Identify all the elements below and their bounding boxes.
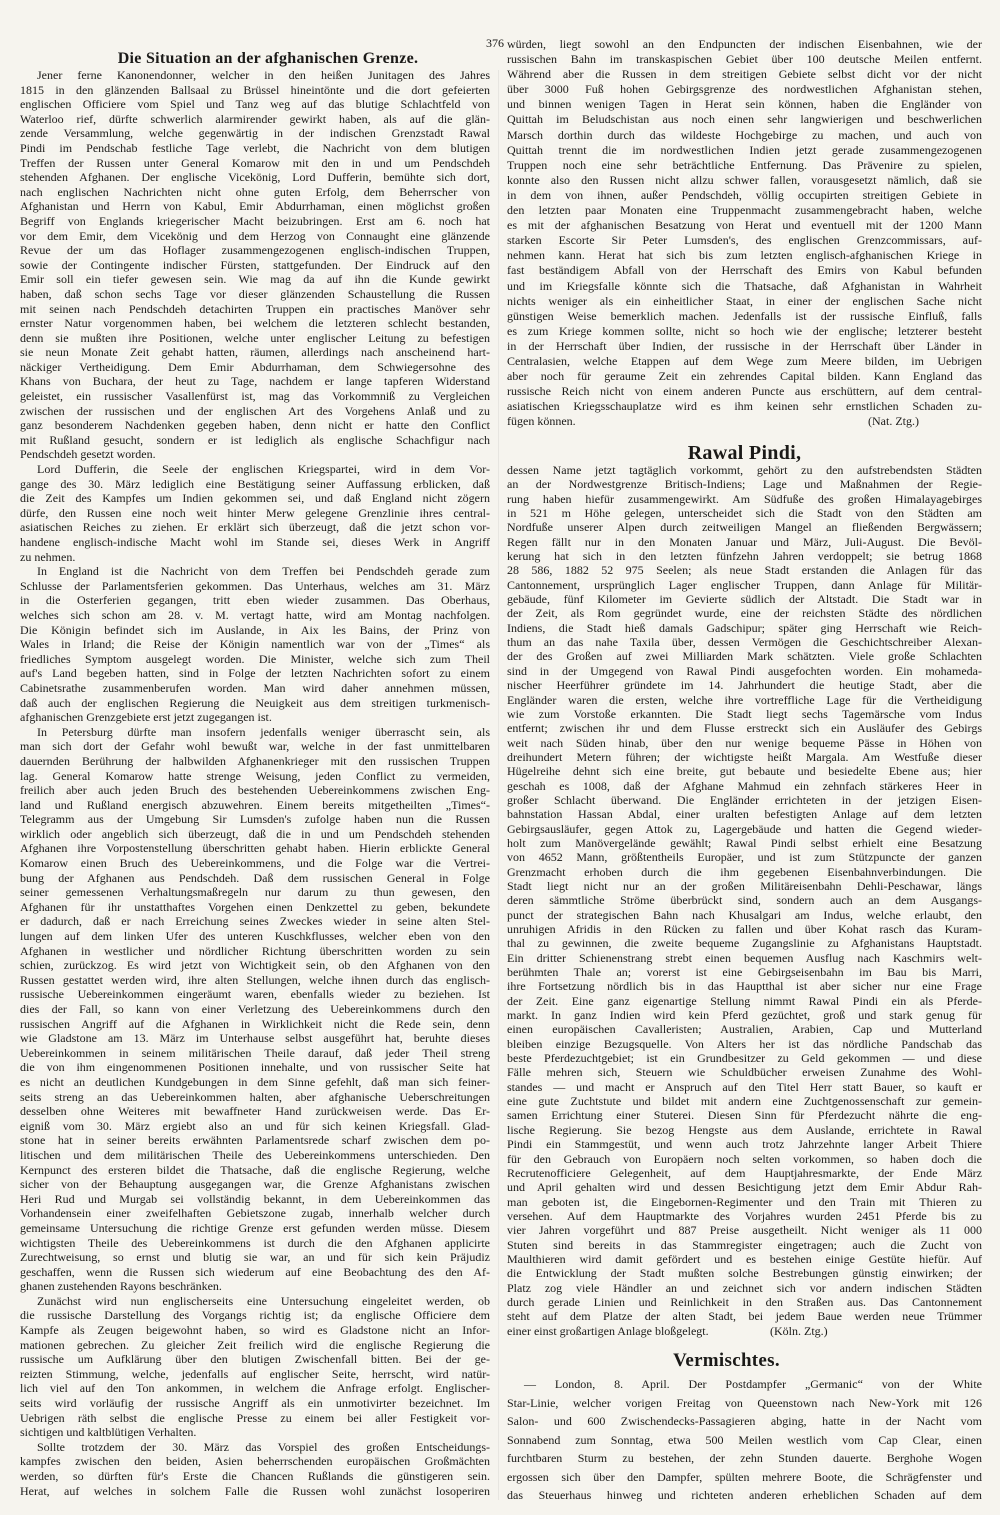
text-line: starken Escorte Sir Peter Lumsden's, des englischen Grenzcommissars, auf- <box>507 233 982 248</box>
text-line: Marsch dorthin durch das wildeste Hochgebirge zu machen, und auch von <box>507 127 982 142</box>
text-line: es nicht an deutlichen Kundgebungen in dem Sinne gefehlt, daß man sich feiner- <box>20 1074 490 1089</box>
source-citation: (Köln. Ztg.) <box>770 1324 828 1338</box>
text-line: aber noch für geraume Zeit ein zehrendes Capital bilden. Kann England das <box>507 369 982 384</box>
text-line: deren sämmtliche Ströme überbrückt sind, sondern auch an dem Ausgangs- <box>507 893 982 908</box>
text-line: Recrutenofficiere Gelegenheit, auf dem Hauptjahresmarkte, der Ende März <box>507 1165 982 1180</box>
text-line: asiatischen Kriegsschauplatze wird es ihm keinen sehr ernstlichen Schaden zu- <box>507 399 982 414</box>
text-line: schien, zurückzog. Es wird jetzt von Wichtigkeit sein, ob den Afghanen von den <box>20 958 490 973</box>
text-line: das Steuerhaus hinweg und richteten anderen erheblichen Schaden auf dem <box>507 1488 982 1502</box>
text-line: Afghanen für ihr unstatthaftes Vorgehen einen Denkzettel zu geben, bekundete <box>20 899 490 914</box>
text-line: Fälle mehren sich, Steuern wie Schuldbücher erweisen Zunahme des Wohl- <box>507 1065 982 1080</box>
text-line: Jener ferne Kanonendonner, welcher in den heißen Junitagen des Jahres <box>37 68 490 82</box>
text-line: Revue der um das Hoflager zusammengezogenen englisch-indischen Truppen, <box>20 243 490 258</box>
text-line: mit Rußland gesucht, sondern er ist lediglich als englische Schachfigur nach <box>20 432 490 447</box>
section-headline: Vermischtes. <box>673 1350 780 1371</box>
text-line: kerung hat sich in den letzten fünfzehn Jahren verdoppelt; sie betrug 1868 <box>507 549 982 564</box>
text-line: geschaffen, wenn die Russen sich wiederum auf eine Beobachtung des den Af- <box>20 1264 490 1279</box>
paragraph <box>20 1440 490 1498</box>
text-line: die russische Darstellung des Vorgangs richtig ist; da englische Officiere dem <box>20 1308 490 1323</box>
text-line: lich viel auf den Ton ankommen, in welchem die Anfrage erfolgt. Englischer- <box>20 1381 490 1396</box>
text-line: dies der Fall, so kann von einer Verletzung des Uebereinkommens durch den <box>20 1002 490 1016</box>
text-line: denn sie mußten ihre Positionen, welche unter englischer Leitung zu befestigen <box>20 330 490 345</box>
text-line: auf's Land begeben hatten, sind in Folge der letzten Nachrichten sofort zu einem <box>20 666 490 681</box>
text-line: kampfes zwischen den beiden, Asien beherrschenden europäischen Großmächten <box>20 1454 490 1469</box>
text-line: russische um Aufklärung über den blutigen Zwischenfall bitten. Bei der ge- <box>20 1352 490 1367</box>
text-line: nichts weniger als ein einheitlicher Staat, in einer der englischen Sache nicht <box>507 293 982 308</box>
text-line: Pendschdeh gesetzt worden. <box>20 447 156 462</box>
text-line: günstigen Weise bemerklich machen. Jedenfalls ist der russische Einfluß, falls <box>507 308 982 323</box>
text-line: Khans von Buchara, der heut zu Tage, nachdem er lange tapferen Widerstand <box>20 374 490 389</box>
text-line: Zunächst wird nun englischerseits eine Untersuchung eingeleitet werden, ob <box>37 1293 490 1308</box>
text-line: bahnstation Hassan Abdal, einer uralten befestigten Anlage auf dem letzten <box>507 807 982 822</box>
text-line: haben, daß schon sechs Tage vor dieser glänzenden Schaustellung die Russen <box>20 286 490 301</box>
text-line: unruhigen Afridis in den Rücken zu fallen und über Kohat rasch das Kuram- <box>507 922 982 936</box>
paragraph <box>20 68 490 462</box>
text-line: er dadurch, daß er nach Erreichung seines Zweckes wieder in seine alten Stel- <box>20 914 490 929</box>
text-line: desselben ohne Weiteres mit bewaffneter Hand zurückweisen werde. Das Er- <box>20 1104 490 1119</box>
text-line: geleistet, ein russischer Vasallenfürst ist, mag das Vorkommniß zu Vergleichen <box>20 389 490 404</box>
text-line: in 521 m Höhe gelegen, unterscheidet sich die Stadt von den Städten am <box>507 506 982 521</box>
text-line: Uebrigen räth selbst die englische Presse zu einem bei aller Festigkeit vor- <box>20 1410 490 1425</box>
text-line: nischer Heerführer gründete im 14. Jahrhundert die heutige Stadt, aber die <box>507 678 982 693</box>
text-line: dauernden Berührung der halbwilden Afghanenkrieger mit den russischen Truppen <box>20 753 490 768</box>
text-line: der Zeit. Eine ganz eigenartige Stellung nimmt Rawal Pindi ein als Pferde- <box>507 993 982 1008</box>
text-line: wirklich oder angeblich sich überzeugt, daß die in und um Pendschdeh stehenden <box>20 826 490 841</box>
article-continuation <box>507 37 982 429</box>
text-line: entfernt; zwischen ihr und dem Flusse erstreckt sich ein Ausläufer des Gebirgs <box>507 721 982 736</box>
text-line: und im Kriegsfalle könnte sich die Thatsache, daß Afghanistan in Wahrheit <box>507 278 982 293</box>
text-line: Pindi im Pendschab festliche Tage verlebt, die Nachricht von dem blutigen <box>20 140 490 155</box>
text-line: mit seinen nach Pendschdeh detachirten Truppen ein practisches Manöver sehr <box>20 301 490 316</box>
article-body <box>507 463 982 1338</box>
text-line: zende Versammlung, welche gegenwärtig in der indischen Grenzstadt Rawal <box>20 126 490 141</box>
text-line: Während aber die Russen in dem streitigen Gebiete selbst dicht vor der nicht <box>507 67 982 82</box>
text-line: Stuten sind bereits in das Stammregister eingetragen; auch die Zucht von <box>507 1237 982 1252</box>
text-line: vier Jahren vorgeführt und 887 Preise ausgetheilt. Nicht weniger als 11 000 <box>507 1223 982 1238</box>
text-line: dürfe, den Russen eine noch weit hinter Merw gelegene Grenzlinie ihres central- <box>20 505 490 520</box>
text-line: Star-Linie, welcher vorigen Freitag von Queenstown nach New-York mit 126 <box>507 1395 982 1410</box>
text-line: den letzten paar Monaten eine Truppenmacht zusammengebracht haben, welche <box>507 203 982 218</box>
text-line: eine gute Zuchtstute und bildet mit andern eine Zuchtgenossenschaft zur gemein- <box>507 1094 982 1109</box>
text-line: Lord Dufferin, die Seele der englischen Kriegspartei, wird in dem Vor- <box>37 462 490 477</box>
text-line: lungen auf dem linken Ufer des unteren Kuschkflusses, welcher eben von den <box>20 929 490 944</box>
text-line: seiner gemessenen Verhaltungsmaßregeln nur darum zu thun gewesen, den <box>20 885 490 900</box>
text-line: geschah es 1008, daß der Afghane Mahmud ein zehnfach stärkeres Heer in <box>507 778 982 793</box>
text-line: und April gehalten wird und dessen Besichtigung jetzt dem Emir Abdur Rah- <box>507 1180 982 1195</box>
article-body <box>507 1375 982 1505</box>
text-line: fast beständigem Abfall von der Herrschaft des Emirs von Kabul befunden <box>507 263 982 278</box>
paragraph <box>20 725 490 1294</box>
text-line: Wales in Irland; die Reise der Königin namentlich war von der „Times“ als <box>20 637 490 652</box>
text-line: Nordfuße unserer Alpen durch zeitweiligen Mangel an fließenden Bergwässern; <box>507 520 982 535</box>
text-line: ergossen sich über den Dampfer, spülten mehrere Boote, die Schrägfenster und <box>507 1469 982 1484</box>
text-line: daß auch der englischen Regierung die Neuigkeit aus dem streitigen turkmenisch- <box>20 695 490 710</box>
section-headline: Rawal Pindi, <box>687 442 802 464</box>
text-line: In England ist die Nachricht von dem Treffen bei Pendschdeh gerade zum <box>37 564 490 579</box>
text-line: Kampfe als Zeugen beigewohnt haben, so wird es Gladstone nicht an Infor- <box>20 1323 490 1338</box>
text-line: vor dem Emir, dem Vicekönig und dem Herzog von Connaught eine glänzende <box>20 228 490 243</box>
text-line: Vorhandensein einer zweifelhaften Gebietszone zugab, innerhalb welcher durch <box>20 1206 490 1221</box>
text-line: zwischen der russischen und der englischen Art des Vorgehens Anlaß und zu <box>20 403 490 418</box>
text-line: Cabinetsrathe zusammenberufen worden. Man wird daher annehmen müssen, <box>20 680 490 695</box>
paragraph <box>20 564 490 725</box>
text-line: furchtbaren Sturm zu bestehen, der zehn Stunden dauerte. Berghohe Wogen <box>507 1451 982 1465</box>
text-line: Sonnabend zum Sonntag, etwa 500 Meilen westlich vom Cap Clear, einen <box>507 1432 982 1447</box>
text-line: Kernpunct des ersteren bildet die Thatsache, daß die englische Regierung, welche <box>20 1162 490 1177</box>
text-line: sichtigen und kaltblütigen Verhalten. <box>20 1425 197 1440</box>
text-line: Ein dritter Schienenstrang strebt einen bequemen Ausflug nach Kaschmirs welt- <box>507 950 982 965</box>
text-line: 28 586, 1882 52 975 Seelen; als neue Stadt erstanden die Anlagen für das <box>507 563 982 578</box>
text-line: wie Gladstone am 13. März im Unterhause selbst ausgeführt hat, beruhte dieses <box>20 1031 490 1046</box>
paragraph <box>20 462 490 564</box>
text-line: wichtigsten Theile des Uebereinkommens ist durch die den Afghanen applicirte <box>20 1235 490 1250</box>
text-line: man geboten ist, die Eingebornen-Regimenter und den Train mit Thieren zu <box>507 1194 982 1209</box>
text-line: weit nach Süden hinab, über den nur wenige bequeme Pässe in Höhen von <box>507 735 982 750</box>
paragraph <box>507 1375 982 1505</box>
text-line: der des Großen auf zwei Milliarden Mark schätzten. Viele große Schlachten <box>507 649 982 664</box>
text-line: Regen fällt nur in den Monaten Januar und März, Juli-August. Die Bevöl- <box>507 534 982 549</box>
text-line: konnte also den Russen nicht allzu schwer fallen, vorausgesetzt nämlich, daß sie <box>507 172 982 187</box>
text-line: samen Errichtung einer Stuterei. Diesen Sinn für Pferdezucht nährte die eng- <box>507 1108 982 1123</box>
text-line: friedliches Symptom ausgelegt worden. Die Minister, welche sich zum Theil <box>20 651 490 666</box>
paragraph <box>20 1294 490 1440</box>
text-line: ihre Fortsetzung nördlich bis in das Hauptthal ist aber sicher nur eine Frage <box>507 979 982 994</box>
text-line: durch gerade Linien und Reinlichkeit in den Straßen aus. Das Cantonnement <box>507 1294 982 1309</box>
text-line: Truppen noch eine sehr beträchtliche Entfernung. Das Prävenire zu spielen, <box>507 157 982 172</box>
text-line: ghanen zustehenden Rayons beschränken. <box>20 1279 222 1294</box>
text-line: nehmen kann. Herat hat sich bis zum letzten englisch-afghanischen Kriege in <box>507 248 982 263</box>
text-line: Emir soll ein tiefer gewesen sein. Wie mag da auf ihn die Kunde gewirkt <box>20 272 490 287</box>
text-line: Centralasien, welche Etappen auf dem Wege zum Meere bilden, im Uebrigen <box>507 353 982 368</box>
text-line: russischen Angriff auf die Afghanen in Wirklichkeit nicht die Rede sein, denn <box>20 1016 490 1031</box>
text-line: Hügelreihe dehnt sich eine breite, gut bebaute und besiedelte Ebene aus; hier <box>507 764 982 779</box>
text-line: thal zu gewinnen, die zweite bequeme Zugangslinie zu Afghanistans Hauptstadt. <box>507 936 982 951</box>
text-line: sicher von der Behauptung ausgegangen war, die Grenze Afghanistans zwischen <box>20 1177 490 1192</box>
text-line: großer Schlacht überwand. Die Engländer errichteten in der jetzigen Eisen- <box>507 792 982 807</box>
text-line: fügen können. <box>507 414 576 429</box>
text-line: für den Gebrauch von Europäern noch selten vorkommen, so haben doch die <box>507 1151 982 1166</box>
text-line: thum an das nahe Taxila über, dessen Vermögen die Geschichtschreiber Alexan- <box>507 635 982 650</box>
text-line: einen europäischen Cavalleristen; Australien, Arabien, Cap und Mutterland <box>507 1022 982 1037</box>
text-line: Pindi ein Stammgestüt, und wenn auch trotz Jahrzehnte langer Arbeit Thiere <box>507 1137 982 1152</box>
text-line: Quittah im Beludschistan aus noch einen sehr langwierigen und beschwerlichen <box>507 112 982 127</box>
text-line: Afghanen in westlicher und nördlicher Richtung überschritten worden zu sein <box>20 943 490 958</box>
text-line: die von ihm eingenommenen Positionen innehalte, und von russischer Seite hat <box>20 1060 490 1075</box>
text-line: ganz besonderem Nachdenken gegeben haben, denn nicht er hatte den Conflict <box>20 418 490 433</box>
text-line: russischen Bahn im transkaspischen Gebiet über 100 deutsche Meilen entfernt. <box>507 52 982 67</box>
text-line: sowie der Contingente indischer Fürsten, stattgefunden. Der Eindruck auf den <box>20 257 490 272</box>
text-line: ernster Natur vorgenommen haben, bei welchem die letzteren schlecht bestanden, <box>20 316 490 331</box>
text-line: land und Rußland energisch abzuwehren. Einem bereits mitgetheilten „Times“- <box>20 797 490 812</box>
text-line: reizten Stimmung, welche, jedenfalls auf englischer Seite, herrscht, wird natür- <box>20 1366 490 1381</box>
text-line: steht auf dem Platze der alten Stadt, bei jedem Baue werden neue Trümmer <box>507 1309 982 1324</box>
text-line: Begriff von Englands kriegerischer Macht beizubringen. Erst am 6. noch hat <box>20 213 490 228</box>
text-line: Uebereinkommen in seinem militärischen Theile darauf, daß jeder Theil streng <box>20 1045 490 1060</box>
text-line: — London, 8. April. Der Postdampfer „Germanic“ von der White <box>524 1377 982 1391</box>
text-line: einer einst großartigen Anlage bloßgelegt. <box>507 1323 709 1338</box>
article-body <box>20 68 490 1498</box>
text-line: in der Herrschaft über Indien, der russische in der Herrschaft über Länder in <box>507 338 982 353</box>
text-line: standes — und macht er Anspruch auf den Titel Herr statt Bauer, so kauft er <box>507 1079 982 1094</box>
text-line: die Zeit des Kampfes um Indien gekommen sei, und daß England nicht zögern <box>20 491 490 506</box>
text-line: asiatischen Reiches zu ziehen. Er erklärt sich überzeugt, daß die jetzt schon vor- <box>20 520 490 535</box>
text-line: Engländer waren die ersten, welche ihre vortreffliche Lage für die Vertheidigung <box>507 692 982 707</box>
text-line: Afghanistan und Herrn von Kabul, Emir Abdurrhaman, einen möglichst großen <box>20 199 490 214</box>
text-line: in die Osterferien gegangen, tritt eben wieder zusammen. Das Oberhaus, <box>20 593 490 608</box>
text-line: würden, liegt sowohl an den Endpuncten der indischen Eisenbahnen, wie der <box>507 37 982 51</box>
text-line: mationen gebrechen. Zu gleicher Zeit freilich wird die englische Regierung die <box>20 1337 490 1352</box>
text-line: Indiens, die Stadt hieß damals Gadschipur; später ging Herrschaft wie Reich- <box>507 620 982 635</box>
text-line: Komarow einen Bruch des Uebereinkommens, und die Folge war die Vertrei- <box>20 856 490 871</box>
text-line: stehenden Afghanen. Der englische Vicekönig, Lord Dufferin, bemühte sich dort, <box>20 170 490 185</box>
text-line: zu nehmen. <box>20 549 76 564</box>
text-line: holt zum Manövergelände gewählt; Rawal Pindi selbst erhielt eine Besatzung <box>507 835 982 850</box>
text-line: Herat, auf welches in solchem Falle die Russen wohl zunächst losoperiren <box>20 1483 490 1498</box>
text-line: Heri Rud und Murgab sei vollständig bekannt, in dem Uebereinkommen das <box>20 1191 490 1206</box>
text-line: näckiger Vertheidigung. Dem Emir Abdurrhaman, dem Schwiegersohne des <box>20 359 490 374</box>
text-line: rung haben hiefür zusammengewirkt. Am Südfuße des großen Himalayagebirges <box>507 491 982 506</box>
text-line: Gebirgsausläufer, gegen Attok zu, Lagergebäude und hatten die Gegend wieder- <box>507 821 982 836</box>
text-line: welches sich schon am 28. v. M. vertagt hatte, wird am Montag nachfolgen. <box>20 607 490 622</box>
text-line: Russen gestattet werden wird, ihre alten Stellungen, welche ihnen durch das englisch- <box>20 972 490 987</box>
text-line: sie neun Monate Zeit gehabt hatten, räumen, allerdings nach anscheinend hart- <box>20 345 490 360</box>
text-line: Die Königin befindet sich im Auslande, in Aix les Bains, der Prinz von <box>20 622 490 637</box>
text-line: In Petersburg dürfte man insofern jedenfalls weniger überrascht sein, als <box>37 724 490 739</box>
text-line: gange des 30. März lediglich eine Bestätigung seiner Auffassung erblicken, daß <box>20 476 490 491</box>
text-line: freilich aber auch jeden Bruch des bestehenden Uebereinkommens zwischen Eng- <box>20 783 490 798</box>
text-line: Salon- und 600 Zwischendecks-Passagieren abging, hatte in der Nacht vom <box>507 1414 982 1428</box>
text-line: handene englisch-indische Macht wohl im Stande sei, dieses Werk in Angriff <box>20 535 490 549</box>
text-line: punct der strategischen Bahn nach Khusalgari am Indus, welche erlaubt, den <box>507 907 982 922</box>
text-line: dessen Name jetzt tagtäglich vorkommt, gehört zu den aufstrebendsten Städten <box>507 463 982 477</box>
paragraph <box>507 463 982 1338</box>
text-line: es mit der afghanischen Besatzung von Herat und eventuell mit der 1200 Mann <box>507 218 982 233</box>
text-line: Cantonnement, ursprünglich Lager englischer Truppen, dann Anlage für Militär- <box>507 577 982 592</box>
text-line: wie zum Vorstoße erkannten. Die Stadt liegt sechs Tagemärsche vom Indus <box>507 706 982 721</box>
text-line: versehen. Auf dem Hauptmarkte des Vorjahres wurden 2451 Pferde bis zu <box>507 1208 982 1223</box>
text-line: Stadt liegt nicht nur an der großen Militäreisenbahn Dehli-Peschawar, längs <box>507 878 982 893</box>
text-line: berühmten Thale an; vorerst ist eine Gebirgseisenbahn im Bau bis Marri, <box>507 965 982 980</box>
text-line: litischen und dem militärischen Theile des Uebereinkommens unterschieden. Den <box>20 1147 490 1162</box>
text-line: man sich dort der Gefahr wohl bewußt war, welche in der fast unmittelbaren <box>20 739 490 754</box>
text-line: Sollte trotzdem der 30. März das Vorspiel des großen Entscheidungs- <box>37 1439 490 1454</box>
text-line: von 4652 Mann, größtentheils Europäer, und ist zum Stützpuncte der ganzen <box>507 850 982 865</box>
text-line: an der Nordwestgrenze Britisch-Indiens; Lage und Maßnahmen der Regie- <box>507 477 982 492</box>
text-line: gebäude, fünf Kilometer im Gevierte südlich der Altstadt. Die Stadt war in <box>507 592 982 607</box>
text-line: beste Pferdezuchtgebiet; ist ein Grundbesitzer zu Geld gekommen — und diese <box>507 1051 982 1066</box>
text-line: werden, so dürften für's Erste die Chancen Rußlands die günstigeren sein. <box>20 1469 490 1483</box>
text-line: seits wird vorläufig der russische Angriff als ein unmotivirter bezeichnet. Im <box>20 1396 490 1411</box>
text-line: lag. General Komarow hatte strenge Weisung, jeden Conflict zu vermeiden, <box>20 768 490 783</box>
text-line: Telegramm aus der Umgebung Sir Lumsden's zufolge haben nun die Russen <box>20 812 490 827</box>
text-line: russische Reich nicht von einem anderen Puncte aus erschüttern, auf dem central- <box>507 384 982 399</box>
text-line: Maulthieren wird damit gefördert und es bestehen einige Gestüte hiefür. Auf <box>507 1251 982 1266</box>
text-line: lische Regierung. Sie bezog Hengste aus dem Auslande, errichtete in Rawal <box>507 1122 982 1137</box>
text-line: sind in der Umgegend von Rawal Pindi ausgefochten worden. Ein mohameda- <box>507 663 982 678</box>
text-line: gemeinsame Untersuchung die richtige Grenze erst gefunden werden müsse. Diesem <box>20 1220 490 1235</box>
text-line: Zurechtweisung, so ernst und blutig sie war, an und für sich kein Präjudiz <box>20 1250 490 1265</box>
text-line: Platz zog viele Händler an und zeichnet sich vor andern indischen Städten <box>507 1280 982 1295</box>
text-line: dreihundert Metern führen; der wichtigste heißt Margala. Am Westfuße dieser <box>507 749 982 764</box>
column-divider <box>498 70 499 1500</box>
text-line: es zum Kriege kommen sollte, nicht so hoch wie der englische; letzterer besteht <box>507 323 982 338</box>
text-line: englischen Officiere vom Spiel und Tanz weg auf das blutige Schlachtfeld von <box>20 97 490 112</box>
text-line: bung der Afghanen aus Pendschdeh. Daß dem russischen General in Folge <box>20 870 490 885</box>
text-line: Schlusse der Parlamentsferien gekommen. Das Unterhaus, welches am 31. März <box>20 578 490 593</box>
text-line: bleiben einzige Bezugsquelle. Von Alters her ist das nördliche Pandschab das <box>507 1036 982 1051</box>
text-line: russische Uebereinkommen eingeräumt waren, ebenfalls wieder zu beziehen. Ist <box>20 987 490 1002</box>
paragraph <box>507 37 982 429</box>
text-line: über 3000 Fuß hohen Gebirgsgrenze des nordwestlichen Afghanistan stehen, <box>507 82 982 97</box>
text-line: Grenzmacht erhoben durch die ihm gegebenen Eisenbahnverbindungen. Die <box>507 864 982 879</box>
page-number: 376 <box>486 36 504 50</box>
text-line: in dem von ihnen, außer Pendschdeh, völlig occupirten streitigen Gebiete in <box>507 187 982 202</box>
text-line: Quittah trennt die im nordwestlichen Indien jetzt gerade zusammengezogenen <box>507 142 982 157</box>
text-line: afghanischen Grenzgebiete erst jetzt zugegangen ist. <box>20 710 272 725</box>
text-line: eigniß vom 30. März ergiebt also an und für sich keinen Kriegsfall. Glad- <box>20 1118 490 1133</box>
text-line: der Zeit, als Rom gegründet wurde, eine der reichsten Städte des nördlichen <box>507 606 982 621</box>
text-line: 1815 in den glänzenden Ballsaal zu Brüssel hineintönte und die dort gefeierten <box>20 82 490 97</box>
text-line: stone hat in seiner bereits erwähnten Parlamentsrede scharf zwischen dem po- <box>20 1133 490 1148</box>
text-line: Waterloo rief, dürfte schwerlich alarmirender gewirkt haben, als auf die glän- <box>20 111 490 126</box>
source-citation: (Nat. Ztg.) <box>868 414 919 428</box>
article-headline: Die Situation an der afghanischen Grenze. <box>117 50 419 67</box>
text-line: seits streng an das Uebereinkommen halten, aber afghanische Ueberschreitungen <box>20 1089 490 1104</box>
text-line: und binnen wenigen Tagen in Herat sein können, haben die Engländer von <box>507 97 982 112</box>
text-line: Afghanen ihre Vorpostenstellung überschritten gehabt haben. Hierin erblickte General <box>20 841 490 856</box>
text-line: nach englischen Nachrichten nicht ohne guten Erfolg, dem Beherrscher von <box>20 184 490 199</box>
text-line: markt. In ganz Indien wird kein Pferd gezüchtet, groß und stark genug für <box>507 1008 982 1023</box>
text-line: Treffen der Russen unter General Komarow mit den in und um Pendschdeh <box>20 155 490 170</box>
text-line: die Entwicklung der Stadt mußten solche Bestrebungen günstig einwirken; der <box>507 1266 982 1281</box>
